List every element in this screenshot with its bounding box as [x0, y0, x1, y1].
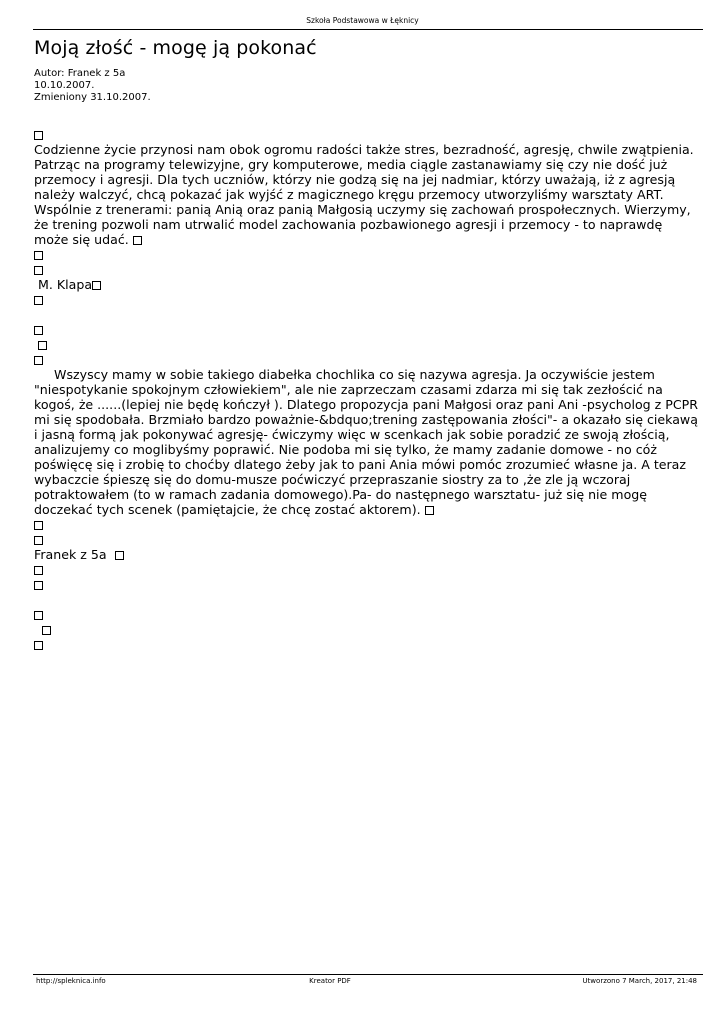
header-divider: [33, 29, 703, 30]
page-header: Szkoła Podstawowa w Łęknicy: [306, 16, 419, 25]
paragraph-2: Wszyscy mamy w sobie takiego diabełka chochlika co się nazywa agresja. Ja oczywiście jestem "niespotykanie spokojnym człowiekiem", ale nie zaprzeczam czasami zdarza mi się tak zezłościć na kogoś, że ......(lepiej nie będę kończył ). Dlatego propozycja pani Małgosi oraz pani Ani -psycholog z PCPR mi się spodobała. Brzmiało bardzo poważnie-&bdquo;trening zastępowania złości"- a okazało się ciekawą i jasną formą jak pokonywać agresję- ćwiczymy więc w scenkach jak sobie poradzić ze swoją złością, analizujemy co moglibyśmy poprawić. Nie podoba mi się tylko, że mamy zadanie domowe - no cóż poświęcę się i zrobię to choćby dlatego żeby jak to pani Ania mówi pomóc zrozumieć własne ja. A teraz wybaczcie śpieszę się do domu-musze poćwiczyć przepraszanie siostry za to ,że zle ją wczoraj potraktowałem (to w ramach zadania domowego).Pa- do następnego warsztatu- już się nie mogę doczekać tych scenek (pamiętajcie, że chcę zostać aktorem).: [34, 367, 698, 517]
placeholder-box-icon: [425, 506, 434, 515]
placeholder-box-icon: [34, 566, 43, 575]
footer-divider: [33, 974, 703, 975]
placeholder-box-icon: [92, 281, 101, 290]
footer-created: Utworzono 7 March, 2017, 21:48: [582, 977, 697, 985]
placeholder-box-icon: [133, 236, 142, 245]
footer-generator: Kreator PDF: [309, 977, 351, 985]
paragraph-1: Codzienne życie przynosi nam obok ogromu radości także stres, bezradność, agresję, chwile zwątpienia. Patrząc na programy telewizyjne, gry komputerowe, media ciągle zastanawiamy się czy nie dość już przemocy i agresji. Dla tych uczniów, którzy nie godzą się na jej nadmiar, którzy uważają, iż z agresją należy walczyć, chcą pokazać jak wyjść z magicznego kręgu przemocy utworzyliśmy warsztaty ART. Wspólnie z trenerami: panią Anią oraz panią Małgosią uczymy się zachowań prospołecznych. Wierzymy, że trening pozwoli nam utrwalić model zachowania pozbawionego agresji i przemocy - to naprawdę może się udać.: [34, 142, 694, 247]
signature-1: M. Klapa: [38, 277, 93, 292]
placeholder-box-icon: [34, 356, 43, 365]
placeholder-box-icon: [34, 131, 43, 140]
placeholder-box-icon: [34, 251, 43, 260]
article-body: [34, 127, 699, 652]
placeholder-box-icon: [115, 551, 124, 560]
placeholder-box-icon: [34, 611, 43, 620]
article-title: Moją złość - mogę ją pokonać: [34, 37, 317, 59]
signature-2: Franek z 5a: [34, 547, 107, 562]
placeholder-box-icon: [34, 536, 43, 545]
article-meta: [34, 68, 151, 104]
placeholder-box-icon: [42, 626, 51, 635]
placeholder-box-icon: [34, 641, 43, 650]
footer-url[interactable]: http://spleknica.info: [36, 977, 106, 985]
author-line: Autor: Franek z 5a: [34, 68, 126, 79]
date-created: 10.10.2007.: [34, 80, 95, 91]
placeholder-box-icon: [38, 341, 47, 350]
placeholder-box-icon: [34, 326, 43, 335]
placeholder-box-icon: [34, 581, 43, 590]
placeholder-box-icon: [34, 521, 43, 530]
date-modified: Zmieniony 31.10.2007.: [34, 92, 151, 103]
placeholder-box-icon: [34, 266, 43, 275]
placeholder-box-icon: [34, 296, 43, 305]
